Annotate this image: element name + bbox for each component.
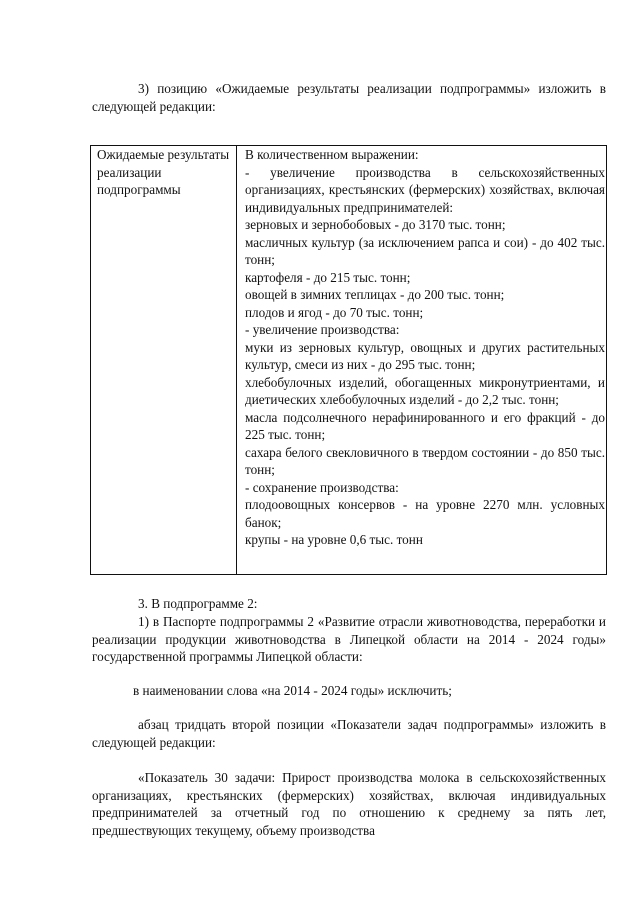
result-line: крупы - на уровне 0,6 тыс. тонн bbox=[245, 532, 423, 547]
result-line: хлебобулочных изделий, обогащенных микронутриентами, и диетических хлебобулочных изделий - до 2,2 тыс. тонн; bbox=[245, 374, 605, 407]
table-right-cell bbox=[245, 146, 605, 549]
result-line: муки из зерновых культур, овощных и других растительных культур, смеси из них - до 295 тыс. тонн; bbox=[245, 339, 605, 372]
result-line: В количественном выражении: bbox=[245, 147, 419, 162]
table-left-cell bbox=[97, 146, 232, 199]
result-line: - увеличение производства в сельскохозяйственных организациях, крестьянских (фермерских) хозяйствах, включая индивидуальных предпринимателей: bbox=[245, 164, 605, 215]
abzac-paragraph: абзац тридцать второй позиции «Показатели задач подпрограммы» изложить в следующей редакции: bbox=[92, 717, 606, 750]
result-line: плодоовощных консервов - на уровне 2270 млн. условных банок; bbox=[245, 497, 605, 530]
item-1-paragraph: 1) в Паспорте подпрограммы 2 «Развитие отрасли животноводства, переработки и реализации продукции животноводства в Липецкой области на 2014 - 2024 годы» государственной программы Липецкой области: bbox=[92, 614, 606, 664]
result-line: картофеля - до 215 тыс. тонн; bbox=[245, 269, 411, 285]
result-line: - увеличение производства: bbox=[245, 322, 400, 337]
naming-paragraph: в наименовании слова «на 2014 - 2024 годы» исключить; bbox=[133, 683, 452, 698]
result-line: плодов и ягод - до 70 тыс. тонн; bbox=[245, 304, 424, 320]
intro-paragraph: 3) позицию «Ожидаемые результаты реализации подпрограммы» изложить в следующей редакции: bbox=[92, 81, 606, 114]
result-line: сахара белого свекловичного в твердом состоянии - до 850 тыс. тонн; bbox=[245, 444, 605, 477]
results-table bbox=[90, 145, 607, 575]
section-3-heading: 3. В подпрограмме 2: bbox=[138, 596, 258, 611]
result-line: зерновых и зернобобовых - до 3170 тыс. тонн; bbox=[245, 217, 506, 232]
indicator-paragraph: «Показатель 30 задачи: Прирост производства молока в сельскохозяйственных организациях, крестьянских (фермерских) хозяйствах, включая индивидуальных предпринимателей за отчетный год по отношению к среднему за пять лет, предшествующих текущему, объему производства bbox=[92, 770, 606, 838]
result-line: - сохранение производства: bbox=[245, 479, 399, 495]
left-cell-text: Ожидаемые результаты реализации подпрограммы bbox=[97, 147, 230, 197]
result-line: масла подсолнечного нерафинированного и его фракций - до 225 тыс. тонн; bbox=[245, 409, 605, 442]
result-line: овощей в зимних теплицах - до 200 тыс. тонн; bbox=[245, 287, 505, 302]
result-line: масличных культур (за исключением рапса и сои) - до 402 тыс. тонн; bbox=[245, 234, 605, 267]
table-divider bbox=[236, 146, 237, 574]
